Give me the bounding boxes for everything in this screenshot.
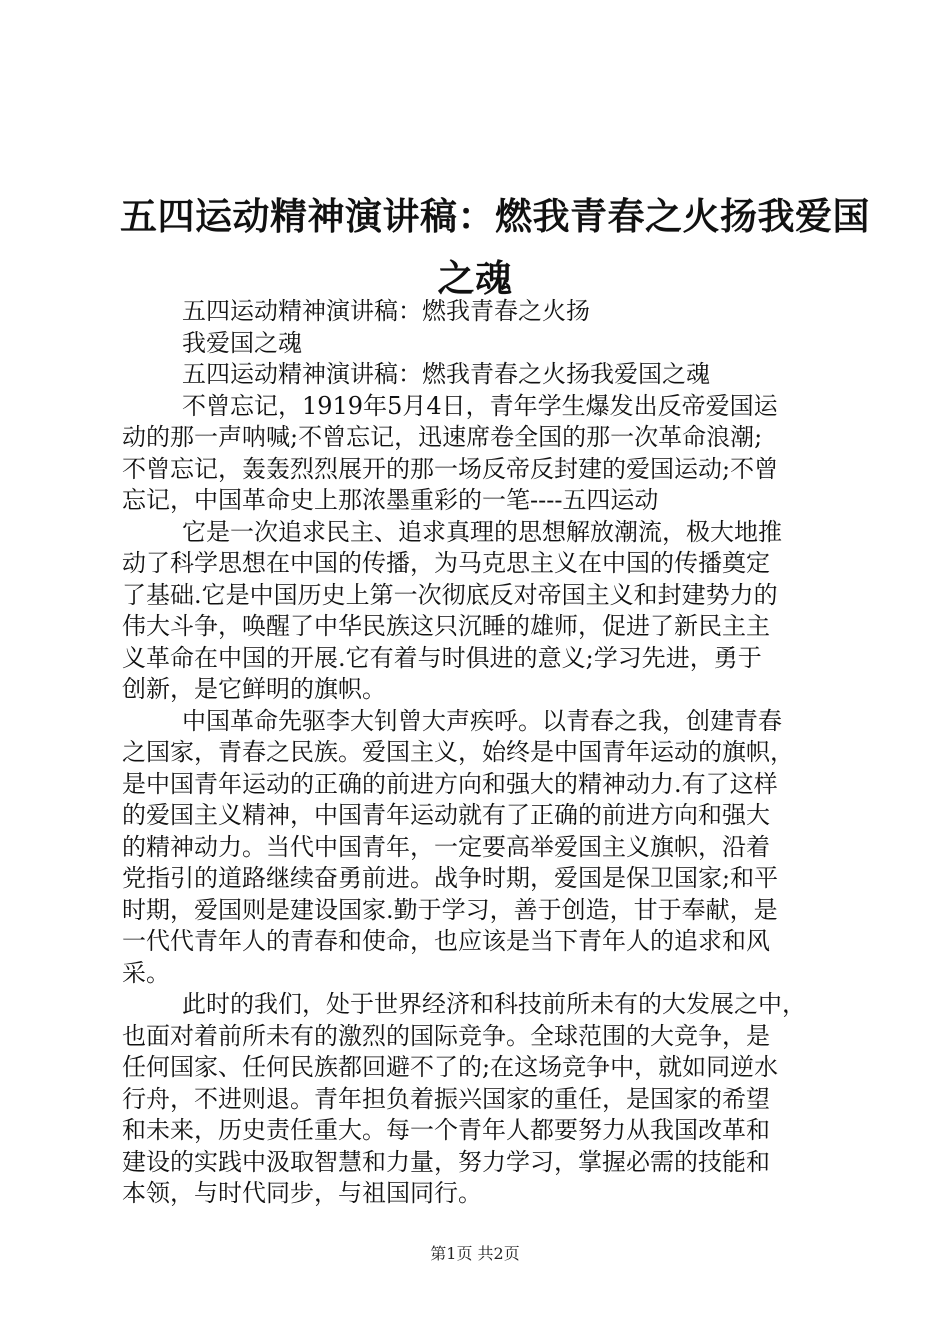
body-text-line: 伟大斗争，唤醒了中华民族这只沉睡的雄师，促进了新民主主 xyxy=(122,612,770,640)
body-text-line: 和未来，历史责任重大。每一个青年人都要努力从我国改革和 xyxy=(122,1116,770,1144)
body-text-line: 动了科学思想在中国的传播，为马克思主义在中国的传播奠定 xyxy=(122,549,770,577)
document-body xyxy=(122,296,837,1210)
body-text-line: 中国革命先驱李大钊曾大声疾呼。以青春之我，创建青春 xyxy=(182,706,782,735)
body-text-line: 是中国青年运动的正确的前进方向和强大的精神动力.有了这样 xyxy=(122,769,778,798)
title-line-1: 五四运动精神演讲稿：燃我青春之火扬我爱国 xyxy=(120,195,870,238)
body-text-line: 五四运动精神演讲稿：燃我青春之火扬 xyxy=(182,297,590,325)
body-text-line: 也面对着前所未有的激烈的国际竞争。全球范围的大竞争，是 xyxy=(122,1021,770,1050)
body-text-line: 的爱国主义精神，中国青年运动就有了正确的前进方向和强大 xyxy=(122,801,770,829)
body-text-line: 创新，是它鲜明的旗帜。 xyxy=(122,675,386,703)
body-text-line: 行舟，不进则退。青年担负着振兴国家的重任，是国家的希望 xyxy=(122,1084,770,1113)
body-text-line: 我爱国之魂 xyxy=(182,328,302,357)
body-text-line: 不曾忘记，1919年5月4日，青年学生爆发出反帝爱国运 xyxy=(182,391,778,420)
body-text-line: 的精神动力。当代中国青年，一定要高举爱国主义旗帜，沿着 xyxy=(122,832,770,861)
body-text-line: 一代代青年人的青春和使命，也应该是当下青年人的追求和风 xyxy=(122,927,770,955)
body-text-line: 忘记，中国革命史上那浓墨重彩的一笔----五四运动 xyxy=(122,486,659,514)
body-text-line: 义革命在中国的开展.它有着与时俱进的意义;学习先进，勇于 xyxy=(122,643,762,672)
body-text-line: 任何国家、任何民族都回避不了的;在这场竞争中，就如同逆水 xyxy=(122,1053,779,1081)
body-text-line: 采。 xyxy=(122,958,170,987)
body-text-line: 建设的实践中汲取智慧和力量，努力学习，掌握必需的技能和 xyxy=(122,1147,770,1176)
body-text-line: 五四运动精神演讲稿：燃我青春之火扬我爱国之魂 xyxy=(182,360,710,388)
body-text-line: 了基础.它是中国历史上第一次彻底反对帝国主义和封建势力的 xyxy=(122,580,778,609)
body-text-line: 本领，与时代同步，与祖国同行。 xyxy=(122,1179,482,1207)
body-text-line: 此时的我们，处于世界经济和科技前所未有的大发展之中， xyxy=(182,990,806,1018)
body-text-line: 党指引的道路继续奋勇前进。战争时期，爱国是保卫国家;和平 xyxy=(122,864,779,892)
body-text-line: 之国家，青春之民族。爱国主义，始终是中国青年运动的旗帜， xyxy=(122,738,794,766)
body-text-line: 不曾忘记，轰轰烈烈展开的那一场反帝反封建的爱国运动;不曾 xyxy=(122,454,779,483)
body-text-line: 时期，爱国则是建设国家.勤于学习，善于创造，甘于奉献，是 xyxy=(122,895,778,924)
body-text-line: 它是一次追求民主、追求真理的思想解放潮流，极大地推 xyxy=(182,517,782,546)
body-text-line: 动的那一声呐喊;不曾忘记，迅速席卷全国的那一次革命浪潮; xyxy=(122,423,763,451)
title-line-2: 之魂 xyxy=(437,257,513,300)
page-title xyxy=(120,186,870,310)
page-footer: 第1页 共2页 xyxy=(430,1244,520,1263)
